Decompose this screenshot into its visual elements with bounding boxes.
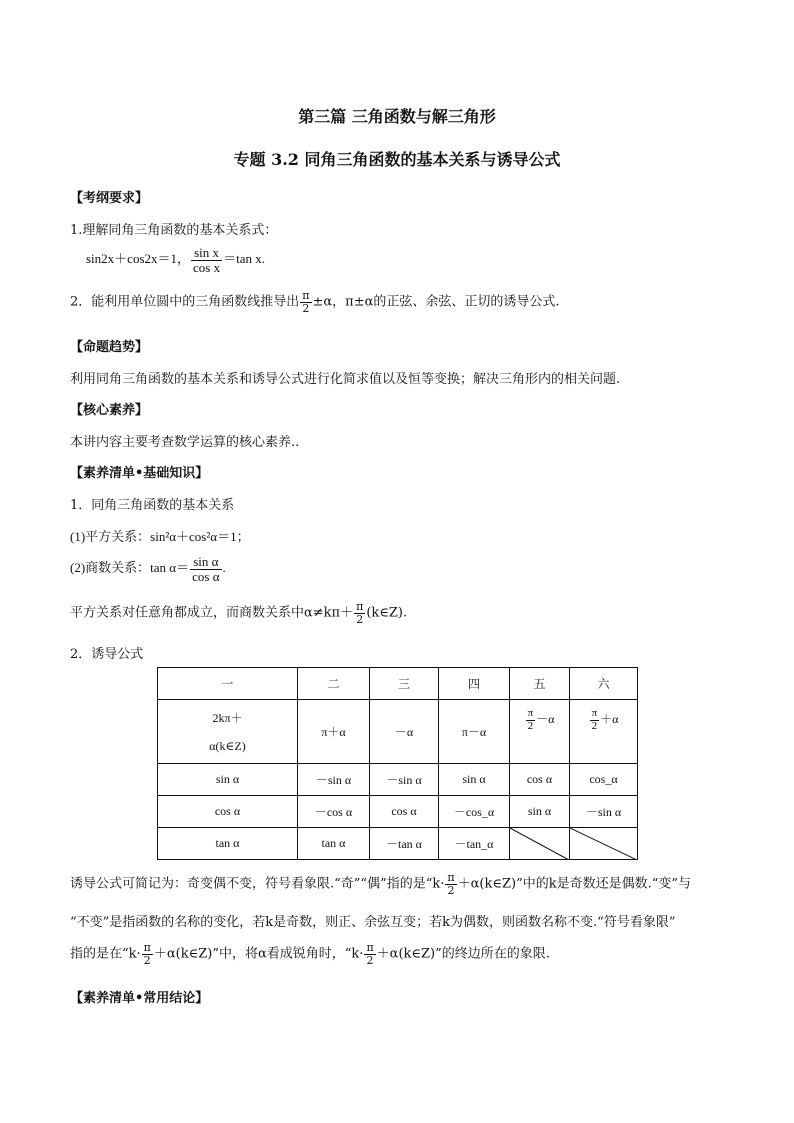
quotient-text-a: (2)商数关系：tan α＝ (70, 560, 190, 576)
table-cell (510, 700, 570, 764)
denominator: 2 (447, 883, 455, 897)
header-cell: 六 (570, 668, 638, 700)
numerator: π (527, 707, 534, 719)
fraction-pi-over-2 (445, 872, 456, 896)
section-heading-core: 【核心素养】 (70, 403, 149, 418)
table-cell (158, 700, 298, 764)
mnemonic-line-2: “不变”是指函数的名称的变化，若k是奇数，则正、余弦互变；若k为偶数，则函数名称不变.“符号看象限” (70, 915, 676, 930)
subtitle-prefix: 专题 (233, 150, 266, 169)
table-cell: －sin α (298, 764, 370, 796)
requirement-1-formula (86, 246, 265, 274)
condition-text-b: (k∈Z). (366, 605, 408, 621)
condition-text-a: 平方关系对任意角都成立，而商数关系中α≠kπ＋ (70, 605, 354, 621)
mnemonic-text: 诱导公式可简记为：奇变偶不变，符号看象限.“奇”“偶”指的是“k· (70, 876, 445, 892)
table-cell: －sin α (570, 796, 638, 828)
section-heading-basics: 【素养清单•基础知识】 (70, 466, 209, 481)
angle-tail: ＋α (600, 711, 619, 726)
fraction-pi-over-2 (364, 942, 375, 966)
numerator: π (302, 289, 310, 302)
header-cell: 四 (439, 668, 510, 700)
mnemonic-text: ＋α(k∈Z)”的终边所在的象限. (376, 946, 550, 962)
basics-item-2: 2．诱导公式 (70, 647, 144, 662)
denominator: cos x (193, 259, 221, 275)
table-cell: sin α (158, 764, 298, 796)
fraction-pi-over-2 (590, 708, 600, 732)
fraction-sin-over-cos (191, 246, 222, 274)
table-cell (570, 700, 638, 764)
page-title: 第三篇 三角函数与解三角形 (298, 107, 496, 126)
formula-part-a: sin2x＋cos2x＝1， (86, 251, 191, 267)
table-cell: －tan α (370, 828, 439, 860)
mnemonic-text: ＋α(k∈Z)”中，将α看成锐角时，“k· (153, 946, 364, 962)
table-cell: －tan_α (439, 828, 510, 860)
trend-text: 利用同角三角函数的基本关系和诱导公式进行化简求值以及恒等变换；解决三角形内的相关问题. (70, 372, 621, 387)
angle-line-2: α(k∈Z) (209, 738, 246, 753)
denominator: 2 (143, 953, 151, 967)
page-subtitle (0, 147, 794, 170)
denominator: 2 (527, 719, 534, 732)
diagonal-empty-cell (570, 828, 638, 860)
mnemonic-line-3 (70, 942, 550, 966)
denominator: 2 (366, 953, 374, 967)
table-cell: tan α (158, 828, 298, 860)
numerator: π (356, 600, 364, 613)
relation-condition (70, 601, 407, 625)
table-header-row (158, 668, 638, 700)
numerator: sin α (190, 555, 221, 570)
angle-line-1: 2kπ＋ (212, 710, 243, 725)
basics-item-1: 1．同角三角函数的基本关系 (70, 498, 235, 513)
table-cell: －sin α (370, 764, 439, 796)
numerator: π (366, 941, 374, 954)
formula-part-b: ＝tan x. (223, 251, 265, 267)
table-cell: sin α (510, 796, 570, 828)
induction-formula-table (157, 667, 638, 860)
header-cell: 五 (510, 668, 570, 700)
table-cell: －α (370, 700, 439, 764)
fraction-pi-over-2 (300, 290, 311, 314)
numerator: π (591, 707, 598, 719)
table-cell: cos α (510, 764, 570, 796)
table-cell: cos α (370, 796, 439, 828)
quotient-relation (70, 555, 226, 583)
table-cell: sin α (439, 764, 510, 796)
angle-tail: －α (536, 711, 555, 726)
requirement-1: 1.理解同角三角函数的基本关系式： (70, 223, 278, 238)
table-cell: π－α (439, 700, 510, 764)
requirement-2 (70, 290, 560, 314)
fraction-pi-over-2 (526, 708, 536, 732)
diagonal-line (570, 828, 637, 860)
table-cell: －cos_α (439, 796, 510, 828)
section-heading-trend: 【命题趋势】 (70, 340, 149, 355)
table-cell: cos α (158, 796, 298, 828)
fraction-pi-over-2 (142, 942, 153, 966)
table-row-angle (158, 700, 638, 764)
numerator: π (143, 941, 151, 954)
square-relation: (1)平方关系：sin²α＋cos²α＝1； (70, 529, 250, 544)
denominator: 2 (302, 301, 310, 315)
diagonal-empty-cell (510, 828, 570, 860)
section-heading-conclusions: 【素养清单•常用结论】 (70, 991, 209, 1006)
mnemonic-line-1 (70, 872, 691, 896)
header-cell: 二 (298, 668, 370, 700)
numerator: π (447, 871, 455, 884)
numerator: sin x (191, 246, 222, 261)
table-cell: cos_α (570, 764, 638, 796)
fraction-sin-alpha-over-cos-alpha (190, 555, 221, 583)
subtitle-text: 同角三角函数的基本关系与诱导公式 (304, 150, 561, 169)
fraction-pi-over-2 (354, 601, 365, 625)
mnemonic-text: ＋α(k∈Z)”中的k是奇数还是偶数.“变”与 (457, 876, 692, 892)
subtitle-number: 3.2 (271, 150, 299, 169)
table-row-cos (158, 796, 638, 828)
requirement-2-text-b: ±α，π±α的正弦、余弦、正切的诱导公式. (312, 294, 560, 310)
table-row-tan (158, 828, 638, 860)
header-cell: 一 (158, 668, 298, 700)
table-row-sin (158, 764, 638, 796)
denominator: 2 (356, 612, 364, 626)
diagonal-line (510, 828, 569, 860)
table-cell: －cos α (298, 796, 370, 828)
table-cell: π＋α (298, 700, 370, 764)
header-cell: 三 (370, 668, 439, 700)
denominator: cos α (192, 568, 220, 584)
core-text: 本讲内容主要考查数学运算的核心素养.. (70, 435, 300, 450)
requirement-2-text-a: 2．能利用单位圆中的三角函数线推导出 (70, 294, 300, 310)
section-heading-requirements: 【考纲要求】 (70, 191, 149, 206)
mnemonic-text: 指的是在“k· (70, 946, 141, 962)
denominator: 2 (591, 719, 598, 732)
quotient-text-b: . (222, 560, 226, 576)
table-cell: tan α (298, 828, 370, 860)
